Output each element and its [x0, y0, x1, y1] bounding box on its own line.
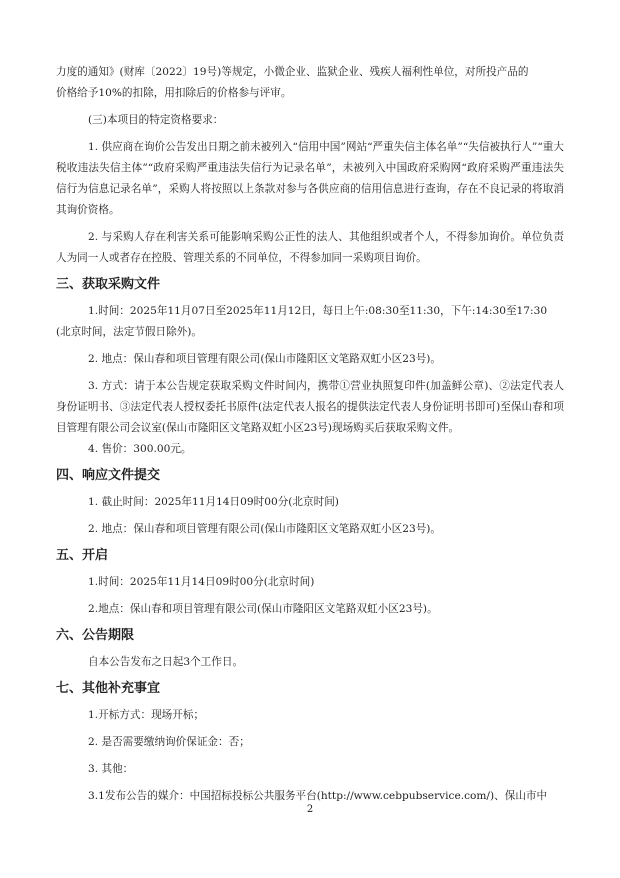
section-4-deadline: 1. 截止时间：2025年11月14日09时00分(北京时间) [88, 496, 339, 508]
intro-line-2: 价格给予10%的扣除，用扣除后的价格参与评审。 [56, 87, 292, 99]
section-5-title: 五、开启 [56, 548, 109, 563]
special-requirement-1: 1. 供应商在询价公告发出日期之前未被列入“信用中国”网站“严重失信主体名单”“失信被执行人”“重大税收违法失信主体”“政府采购严重违法失信行为记录名单”，未被列入中国政府采购网“政府采购严重违法失信行为信息记录名单”，采购人将按照以上条款对参与各供应商的信用信息进行查询，存在不良记录的将取消其询价资格。 [56, 141, 564, 216]
section-5-time: 1.时间：2025年11月14日09时00分(北京时间) [88, 576, 315, 588]
special-requirement-2: 2. 与采购人存在利害关系可能影响采购公正性的法人、其他组织或者个人，不得参加询价。单位负责人为同一人或者存在控股、管理关系的不同单位，不得参加同一采购项目询价。 [56, 231, 564, 264]
section-3-time-note: (北京时间，法定节假日除外)。 [56, 326, 202, 338]
page-number: 2 [306, 804, 314, 815]
section-3-time: 1.时间：2025年11月07日至2025年11月12日，每日上午:08:30至11:30，下午:14:30至17:30 [88, 305, 548, 317]
section-7-item-3: 3. 其他： [88, 763, 134, 775]
section-3-price: 4. 售价：300.00元。 [88, 443, 192, 455]
section-3-title: 三、获取采购文件 [56, 277, 161, 292]
section-5-place: 2.地点：保山春和项目管理有限公司(保山市隆阳区文笔路双虹小区23号)。 [88, 603, 438, 615]
intro-line-1: 力度的通知》(财库〔2022〕19号)等规定，小微企业、监狱企业、残疾人福利性单位，对所投产品的 [56, 66, 529, 78]
section-3-method: 3. 方式：请于本公告规定获取采购文件时间内，携带①营业执照复印件(加盖鲜公章)、②法定代表人身份证明书、③法定代表人授权委托书原件(法定代表人报名的提供法定代表人身份证明书即可)至保山春和项目管理有限公司会议室(保山市隆阳区文笔路双虹小区23号)现场购买后获取采购文件。 [56, 380, 564, 434]
section-7-item-2: 2. 是否需要缴纳询价保证金：否； [88, 736, 250, 748]
section-4-title: 四、响应文件提交 [56, 468, 161, 483]
section-7-item-1: 1.开标方式：现场开标； [88, 709, 205, 721]
section-6-title: 六、公告期限 [56, 628, 135, 643]
special-requirements-heading: (三)本项目的特定资格要求： [88, 114, 224, 126]
section-4-place: 2. 地点：保山春和项目管理有限公司(保山市隆阳区文笔路双虹小区23号)。 [88, 523, 442, 535]
section-3-place: 2. 地点：保山春和项目管理有限公司(保山市隆阳区文笔路双虹小区23号)。 [88, 353, 442, 365]
section-7-item-3-1: 3.1发布公告的媒介：中国招标投标公共服务平台(http://www.cebpubservice.com/)、保山市中 [88, 790, 548, 802]
section-7-title: 七、其他补充事宜 [56, 681, 161, 696]
section-6-text: 自本公告发布之日起3个工作日。 [88, 656, 244, 668]
